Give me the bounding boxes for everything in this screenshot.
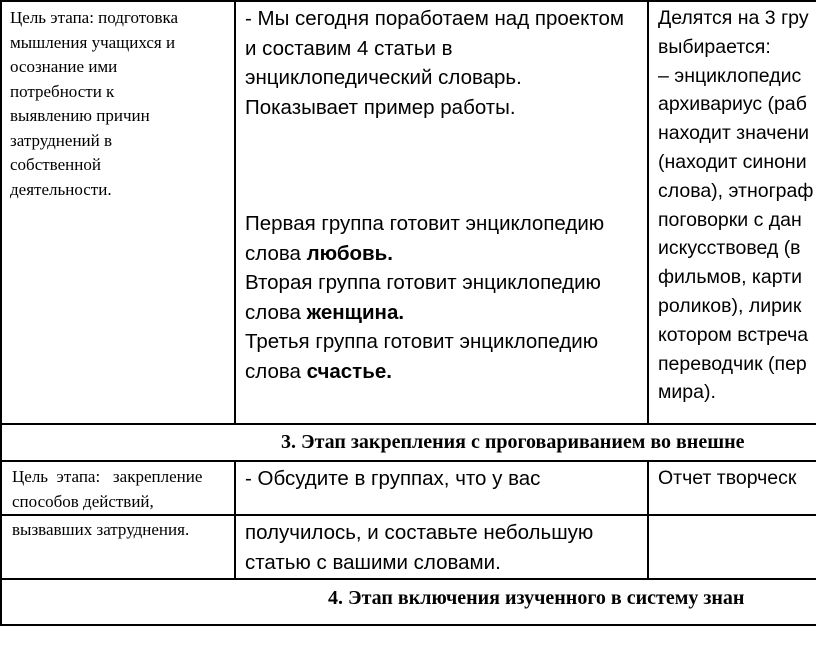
activity-line: фильмов, карти — [658, 266, 802, 289]
stage3-heading: 3. Этап закрепления с проговариванием во внешне — [281, 431, 745, 453]
group-word: любовь. — [306, 241, 393, 265]
activity-line: мира). — [658, 381, 716, 404]
activity-line: котором встреча — [658, 323, 809, 346]
goal-line: мышления учащихся и — [10, 32, 176, 52]
activity-line: (находит синони — [658, 150, 807, 173]
table-bottom-border — [0, 624, 816, 626]
table-left-border — [0, 0, 2, 626]
group-line: Первая группа готовит энциклопедию — [245, 212, 605, 235]
intro-line: Показывает пример работы. — [245, 95, 516, 119]
row4-col2-instruction — [245, 518, 593, 577]
intro-line: энциклопедический словарь. — [245, 66, 522, 89]
stage3-heading-bottom-border — [0, 460, 816, 462]
group-word: женщина. — [306, 300, 405, 324]
activity-line: переводчик (пер — [658, 352, 807, 375]
col1-divider-row3 — [234, 460, 236, 580]
col2-divider-row3 — [647, 460, 649, 580]
activity-line: Делятся на 3 гру — [658, 7, 809, 29]
activity-line: искусствовед (в — [658, 237, 801, 260]
activity-line: находит значени — [658, 122, 809, 145]
col1-divider-row1 — [234, 0, 236, 425]
group-line: Третья группа готовит энциклопедию — [245, 330, 599, 353]
activity-line: слова), этнограф — [658, 179, 814, 202]
group-line — [245, 298, 604, 328]
row4-col1-goal: вызвавших затруднения. — [12, 520, 190, 539]
goal-line: деятельности. — [10, 179, 112, 199]
goal-line: затруднений в — [10, 130, 113, 150]
group-line: Вторая группа готовит энциклопедию — [245, 271, 601, 294]
row3-col3-report: Отчет творческ — [658, 467, 797, 489]
group-line — [245, 357, 604, 387]
activity-line: выбирается: — [658, 35, 771, 58]
intro-line: - Мы сегодня поработаем над проектом — [245, 7, 625, 30]
goal-line: осознание ими — [10, 57, 118, 76]
goal-line: способов действий, — [12, 491, 154, 511]
row1-col1-goal — [10, 6, 178, 202]
row3-col1-goal — [12, 465, 202, 514]
row3-col2-instruction: - Обсудите в группах, что у вас — [245, 467, 541, 490]
goal-line: Цель этапа: закрепление — [12, 467, 203, 486]
group-prefix: слова — [245, 300, 307, 324]
row4-bottom-border — [0, 578, 816, 580]
col2-divider-row1 — [647, 0, 649, 425]
table-top-border — [0, 0, 816, 2]
activity-line: роликов), лирик — [658, 294, 802, 317]
goal-line: потребности к — [10, 81, 115, 101]
stage4-heading: 4. Этап включения изученного в систему знан — [328, 587, 745, 609]
intro-line: и составим 4 статьи в — [245, 36, 453, 60]
goal-line: Цель этапа: подготовка — [10, 8, 179, 27]
row3-bottom-border — [0, 514, 816, 516]
instruction-line: статью с вашими словами. — [245, 550, 501, 574]
group-word: счастье. — [306, 359, 392, 383]
goal-line: собственной — [10, 155, 101, 174]
activity-line: поговорки с дан — [658, 208, 802, 231]
instruction-line: получилось, и составьте небольшую — [245, 521, 594, 544]
activity-line: – энциклопедис — [658, 64, 802, 87]
group-prefix: слова — [245, 241, 307, 265]
activity-line: архивариус (раб — [658, 93, 807, 116]
row1-bottom-border — [0, 423, 816, 425]
row1-col2-group-assignments — [245, 209, 604, 386]
group-prefix: слова — [245, 359, 307, 383]
row1-col3-student-activity — [658, 4, 813, 407]
group-line — [245, 239, 604, 269]
goal-line: выявлению причин — [10, 106, 150, 125]
row1-col2-teacher-intro — [245, 4, 624, 122]
